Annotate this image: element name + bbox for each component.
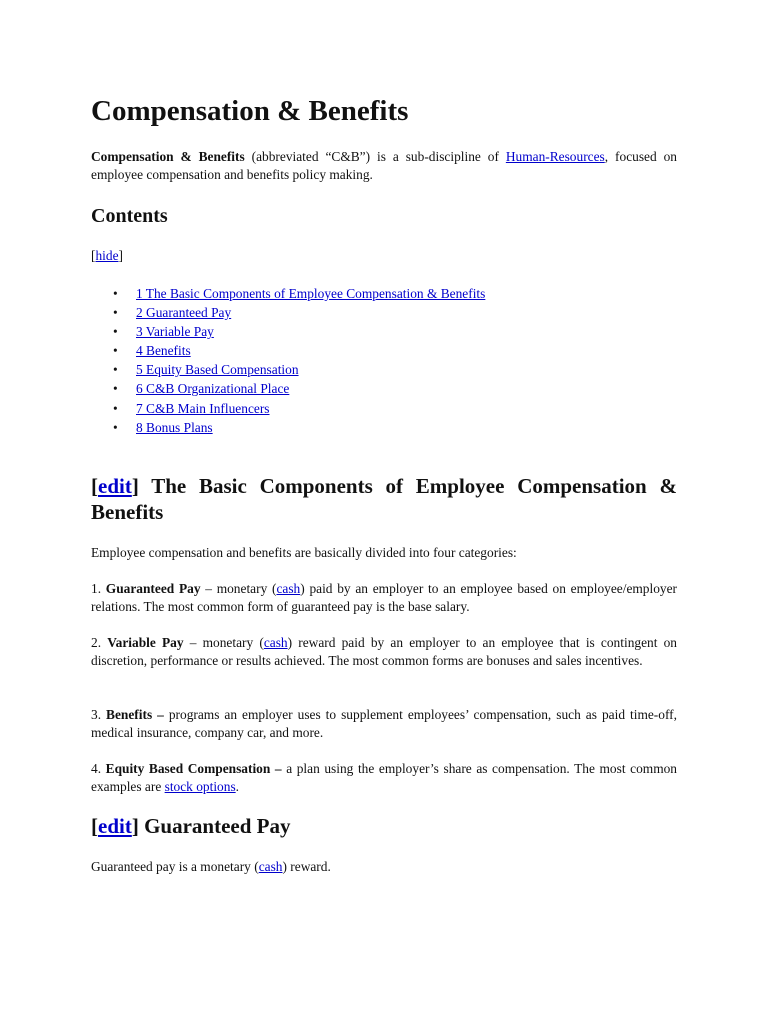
table-of-contents — [91, 284, 485, 437]
item-text-a: programs an employer uses to supplement employees’ compensation, such as paid time-off, medical insurance, company car, and more. — [91, 707, 677, 740]
item-text-a: a plan using the employer’s share as compensation. The most common examples are — [91, 761, 678, 794]
cash-link[interactable]: cash — [258, 859, 283, 874]
intro-text-b: , focused on employee compensation and benefits policy making. — [91, 149, 677, 182]
toc-link-organizational-place[interactable]: 6 C&B Organizational Place — [136, 381, 290, 397]
bullet-icon: • — [113, 324, 118, 340]
cash-link[interactable]: cash — [276, 581, 301, 596]
item-text-a: – monetary ( — [183, 635, 264, 650]
item-text-b: ) paid by an employer to an employee based on employee/employer relations. The most common form of guaranteed pay is the base salary. — [91, 581, 678, 614]
item-number: 2. — [91, 635, 108, 650]
toc-link-guaranteed-pay[interactable]: 2 Guaranteed Pay — [136, 305, 232, 321]
item-term: Benefits – — [106, 707, 164, 722]
toc-item — [113, 418, 485, 437]
guaranteed-pay-body — [91, 858, 677, 876]
benefits-paragraph — [91, 706, 677, 742]
item-term: Guaranteed Pay — [105, 581, 201, 596]
bullet-icon: • — [113, 362, 118, 378]
section-heading-guaranteed-pay — [91, 813, 677, 839]
cash-link[interactable]: cash — [263, 635, 288, 650]
item-term: Equity Based Compensation – — [105, 761, 282, 776]
hide-toc-link[interactable]: hide — [95, 248, 119, 263]
body-text-a: Guaranteed pay is a monetary ( — [91, 859, 259, 874]
bullet-icon: • — [113, 305, 118, 321]
bullet-icon: • — [113, 381, 118, 397]
bullet-icon: • — [113, 400, 118, 416]
toc-item — [113, 322, 485, 341]
item-number: 1. — [91, 581, 106, 596]
stock-options-link[interactable]: stock options — [164, 779, 236, 794]
toc-item — [113, 399, 485, 418]
toc-link-main-influencers[interactable]: 7 C&B Main Influencers — [136, 400, 270, 416]
item-number: 3. — [91, 707, 107, 722]
toc-toggle — [91, 247, 123, 265]
item-term: Variable Pay — [107, 635, 184, 650]
section-heading-basic-components — [91, 473, 677, 525]
edit-bracket-open: [ — [91, 814, 98, 838]
item-text-b: ) reward paid by an employer to an employee that is contingent on discretion, performance or results achieved. The most common forms are bonuses and sales incentives. — [91, 635, 678, 668]
toc-link-bonus-plans[interactable]: 8 Bonus Plans — [136, 419, 213, 435]
edit-bracket-open: [ — [91, 474, 98, 498]
section-heading-text: The Basic Components of Employee Compensation & Benefits — [91, 474, 677, 524]
bullet-icon: • — [113, 286, 118, 301]
toc-bracket-open: [ — [91, 248, 96, 263]
edit-bracket-close: ] — [131, 814, 139, 838]
edit-bracket-close: ] — [131, 474, 139, 498]
page-title: Compensation & Benefits — [91, 95, 409, 127]
equity-compensation-paragraph — [91, 760, 677, 796]
contents-heading: Contents — [91, 205, 168, 227]
toc-link-variable-pay[interactable]: 3 Variable Pay — [136, 324, 214, 340]
section-heading-text: Guaranteed Pay — [138, 814, 291, 838]
toc-link-basic-components[interactable]: 1 The Basic Components of Employee Compensation & Benefits — [136, 286, 486, 301]
intro-paragraph — [91, 148, 677, 184]
intro-bold-term: Compensation & Benefits — [91, 149, 245, 164]
guaranteed-pay-paragraph — [91, 580, 677, 616]
human-resources-link[interactable]: Human-Resources — [505, 149, 605, 164]
edit-section-link[interactable]: edit — [98, 474, 132, 498]
toc-item — [113, 284, 486, 303]
bullet-icon: • — [113, 419, 118, 435]
toc-link-benefits[interactable]: 4 Benefits — [136, 343, 191, 359]
toc-link-equity-based-compensation[interactable]: 5 Equity Based Compensation — [136, 362, 299, 378]
bullet-icon: • — [113, 343, 118, 359]
toc-item — [113, 341, 485, 360]
toc-item — [113, 379, 485, 398]
intro-text-a: (abbreviated “C&B”) is a sub-discipline of — [244, 149, 506, 164]
section1-lead-paragraph: Employee compensation and benefits are basically divided into four categories: — [91, 545, 517, 560]
edit-section-link[interactable]: edit — [98, 814, 132, 838]
item-text-b: . — [235, 779, 240, 794]
item-number: 4. — [91, 761, 106, 776]
body-text-b: ) reward. — [282, 859, 331, 874]
variable-pay-paragraph — [91, 634, 677, 670]
toc-item — [113, 303, 485, 322]
item-text-a: – monetary ( — [200, 581, 277, 596]
toc-item — [113, 360, 485, 379]
toc-bracket-close: ] — [118, 248, 123, 263]
